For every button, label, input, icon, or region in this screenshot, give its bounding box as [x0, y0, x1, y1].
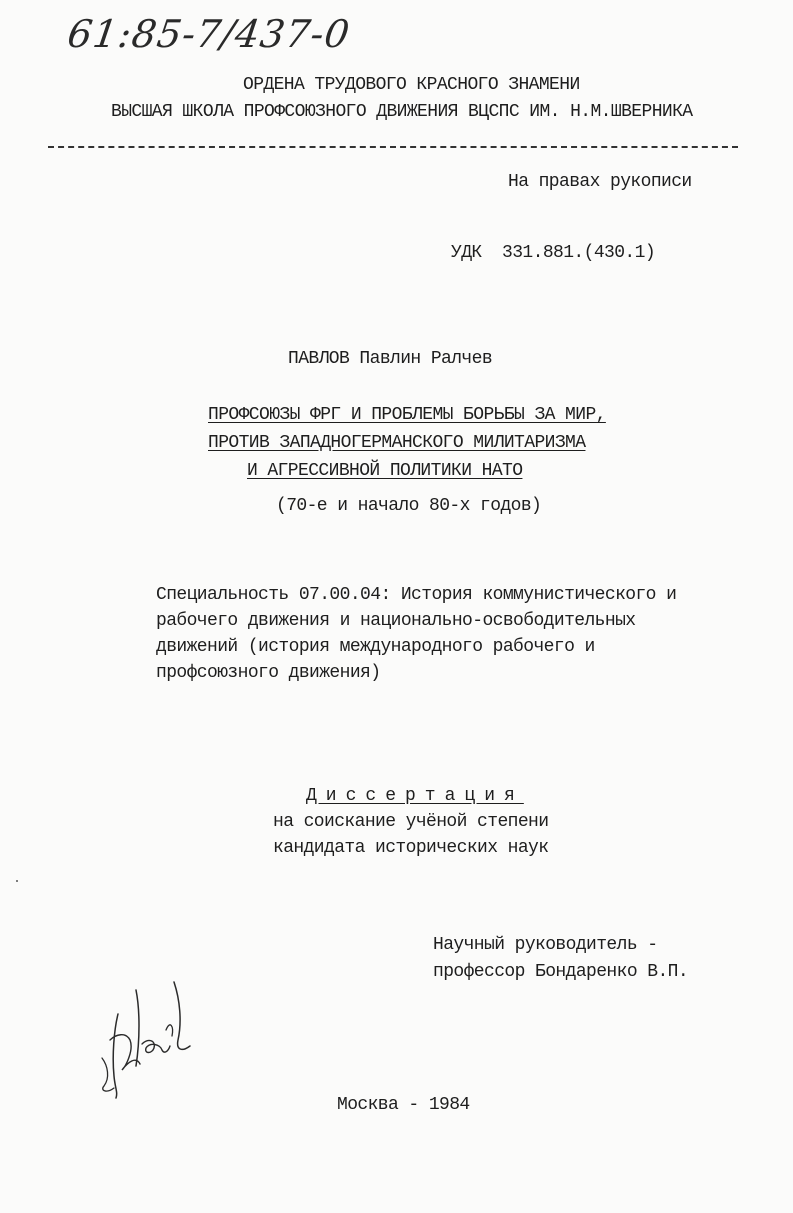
title-line-1: ПРОФСОЮЗЫ ФРГ И ПРОБЛЕМЫ БОРЬБЫ ЗА МИР,: [208, 405, 606, 425]
dashed-divider: [48, 146, 738, 148]
dissertation-field-line: кандидата исторических наук: [273, 838, 549, 858]
specialty-line-2: рабочего движения и национально-освободительных: [156, 611, 636, 631]
dissertation-degree-line: на соискание учёной степени: [273, 812, 549, 832]
rights-note: На правах рукописи: [508, 172, 692, 192]
signature: [96, 970, 206, 1100]
title-line-3: И АГРЕССИВНОЙ ПОЛИТИКИ НАТО: [247, 461, 523, 481]
udc-code: 331.881.(430.1): [502, 243, 656, 263]
author-name: ПАВЛОВ Павлин Ралчев: [288, 349, 493, 369]
supervisor-label: Научный руководитель -: [433, 935, 658, 955]
dissertation-heading: Диссертация: [306, 786, 524, 806]
specialty-line-1: Специальность 07.00.04: История коммунистического и: [156, 585, 677, 605]
specialty-line-4: профсоюзного движения): [156, 663, 381, 683]
supervisor-name: профессор Бондаренко В.П.: [433, 962, 689, 982]
header-order-line: ОРДЕНА ТРУДОВОГО КРАСНОГО ЗНАМЕНИ: [243, 75, 580, 95]
header-school-line: ВЫСШАЯ ШКОЛА ПРОФСОЮЗНОГО ДВИЖЕНИЯ ВЦСПС ИМ. Н.М.ШВЕРНИКА: [111, 102, 693, 122]
handwritten-archive-number: 61:85-7/437-0: [64, 12, 353, 56]
title-line-2: ПРОТИВ ЗАПАДНОГЕРМАНСКОГО МИЛИТАРИЗМА: [208, 433, 586, 453]
specialty-line-3: движений (история международного рабочего и: [156, 637, 595, 657]
title-period: (70-е и начало 80-х годов): [276, 496, 542, 516]
udc-line: [451, 242, 655, 264]
udc-label: УДК: [451, 243, 482, 263]
scan-speck: [16, 880, 18, 882]
city-year: Москва - 1984: [337, 1095, 470, 1115]
